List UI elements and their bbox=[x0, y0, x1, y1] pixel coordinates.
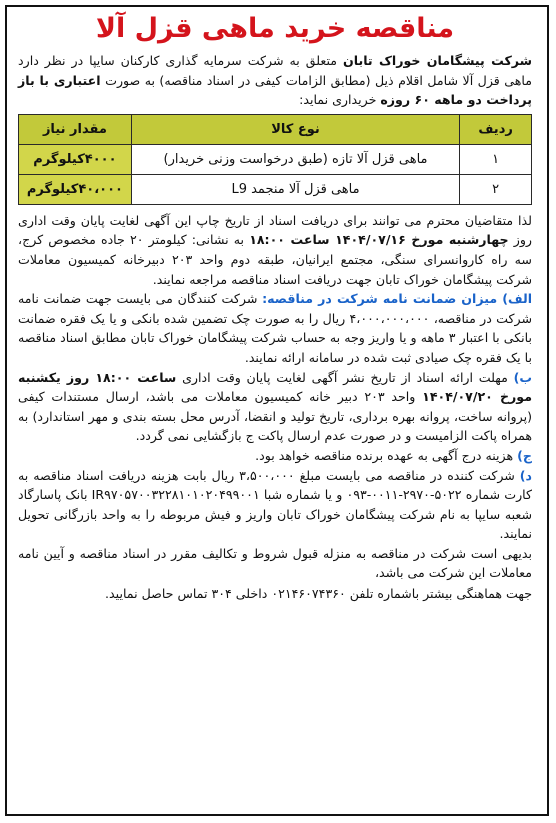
ad-cost-text: هزینه درج آگهی به عهده برنده مناقصه خواهد بود. bbox=[255, 447, 518, 463]
closing-paragraph: بدیهی است شرکت در مناقصه به منزله قبول شروط و تکالیف مقرر در اسناد مناقصه و آیین نامه معاملات این شرکت می باشد، bbox=[18, 545, 532, 581]
payment-terms: اعتباری با باز پرداخت دو ماهه ۶۰ روزه bbox=[18, 72, 532, 108]
table-row bbox=[19, 174, 532, 204]
header-quantity: مقدار نیاز bbox=[19, 114, 132, 144]
header-index: ردیف bbox=[460, 114, 532, 144]
guarantee-heading: الف) میزان ضمانت نامه شرکت در مناقصه: bbox=[262, 291, 533, 307]
notice-title: مناقصه خرید ماهی قزل آلا bbox=[95, 13, 455, 44]
company-name: شرکت پیشگامان خوراک تابان bbox=[343, 53, 533, 68]
row-quantity: ۴۰،۰۰۰کیلوگرم bbox=[19, 174, 132, 204]
fee-label: د) bbox=[519, 467, 532, 483]
row-quantity: ۴۰۰۰کیلوگرم bbox=[19, 144, 132, 174]
items-table bbox=[18, 114, 532, 205]
documents-text-b: به نشانی: کیلومتر ۲۰ جاده مخصوص کرج، سه راه کاروانسرای سنگی، مجتمع ایرانیان، طبقه دوم واحد ۲۰۳ دبیرخانه کمیسیون معاملات شرکت پیشگامان خوراک تابان جهت دریافت اسناد مناقصه مراجعه نمایند. bbox=[18, 232, 532, 287]
header-item: نوع کالا bbox=[131, 114, 459, 144]
submission-deadline: ساعت ۱۸:۰۰ روز یکشنبه مورخ ۱۴۰۴/۰۷/۲۰ bbox=[18, 369, 533, 405]
table-header-row bbox=[19, 114, 532, 144]
fee-text: شرکت کننده در مناقصه می بایست مبلغ ۳،۵۰۰،۰۰۰ ریال بابت هزینه دریافت اسناد مناقصه به کارت شماره ۵۰۲۲-۲۹۷۰-۰۰۱۱-۰۹۳ و یا شماره شبا IR۹۷۰۵۷۰۰۳۲۲۸۱۰۱۰۲۰۴۹۹۰۰۱ بانک پاسارگاد شعبه سایپا به نام شرکت پیشگامان خوراک تابان واریز و فیش مربوطه را به واحد بازرگانی تحویل نمایند. bbox=[18, 467, 532, 542]
intro-paragraph bbox=[18, 51, 532, 110]
guarantee-paragraph bbox=[18, 289, 532, 367]
submission-text-a: مهلت ارائه اسناد از تاریخ نشر آگهی لغایت پایان وقت اداری bbox=[176, 369, 514, 385]
fee-paragraph bbox=[18, 466, 532, 544]
row-item: ماهی قزل آلا تازه (طبق درخواست وزنی خریدار) bbox=[131, 144, 459, 174]
intro-text: متعلق به شرکت سرمایه گذاری کارکنان سایپا در نظر دارد ماهی قزل آلا شامل اقلام ذیل (مطابق الزامات کیفی در اسناد مناقصه) به صورت bbox=[18, 53, 532, 88]
tender-notice bbox=[10, 9, 540, 814]
ad-cost-paragraph bbox=[18, 446, 532, 466]
documents-text-a: لذا متقاضیان محترم می توانند برای دریافت اسناد از تاریخ چاپ این آگهی لغایت پایان وقت اداری روز bbox=[18, 212, 532, 248]
row-index: ۱ bbox=[460, 144, 532, 174]
submission-label: ب) bbox=[513, 369, 532, 385]
submission-text-b: واحد ۲۰۳ دبیر خانه کمیسیون معاملات می باشد، ارسال مستندات کیفی (پروانه ساخت، پروانه بهره برداری، تاریخ تولید و انقضا، آدرس محل بسته بندی و مهر استاندارد) به همراه پاکت الزامیست و در صورت عدم ارسال پاکت ج بازگشایی نمی گردد. bbox=[18, 389, 532, 444]
submission-paragraph bbox=[18, 368, 532, 446]
table-row bbox=[19, 144, 532, 174]
documents-paragraph bbox=[18, 211, 532, 289]
intro-tail: خریداری نماید: bbox=[299, 92, 381, 108]
row-index: ۲ bbox=[460, 174, 532, 204]
ad-cost-label: ج) bbox=[517, 447, 532, 463]
guarantee-text: شرکت کنندگان می بایست جهت ضمانت نامه شرکت در مناقصه، ۴،۰۰۰،۰۰۰،۰۰۰ ریال را به صورت چک تضمین شده بانکی و یا یک فقره ضمانت بانکی با اعتبار ۳ ماهه و یا واریز وجه به حساب شرکت پیشگامان خوراک تابان مطابق اسناد مناقصه با یک فقره چک صیادی ثبت شده در سامانه ارائه نمایند. bbox=[18, 291, 533, 365]
row-item: ماهی قزل آلا منجمد L9 bbox=[131, 174, 459, 204]
documents-deadline: چهارشنبه مورخ ۱۴۰۴/۰۷/۱۶ ساعت ۱۸:۰۰ bbox=[249, 232, 509, 248]
contact-line: جهت هماهنگی بیشتر باشماره تلفن ۰۲۱۴۶۰۷۴۳۶۰ داخلی ۳۰۴ تماس حاصل نمایید. bbox=[105, 586, 532, 602]
